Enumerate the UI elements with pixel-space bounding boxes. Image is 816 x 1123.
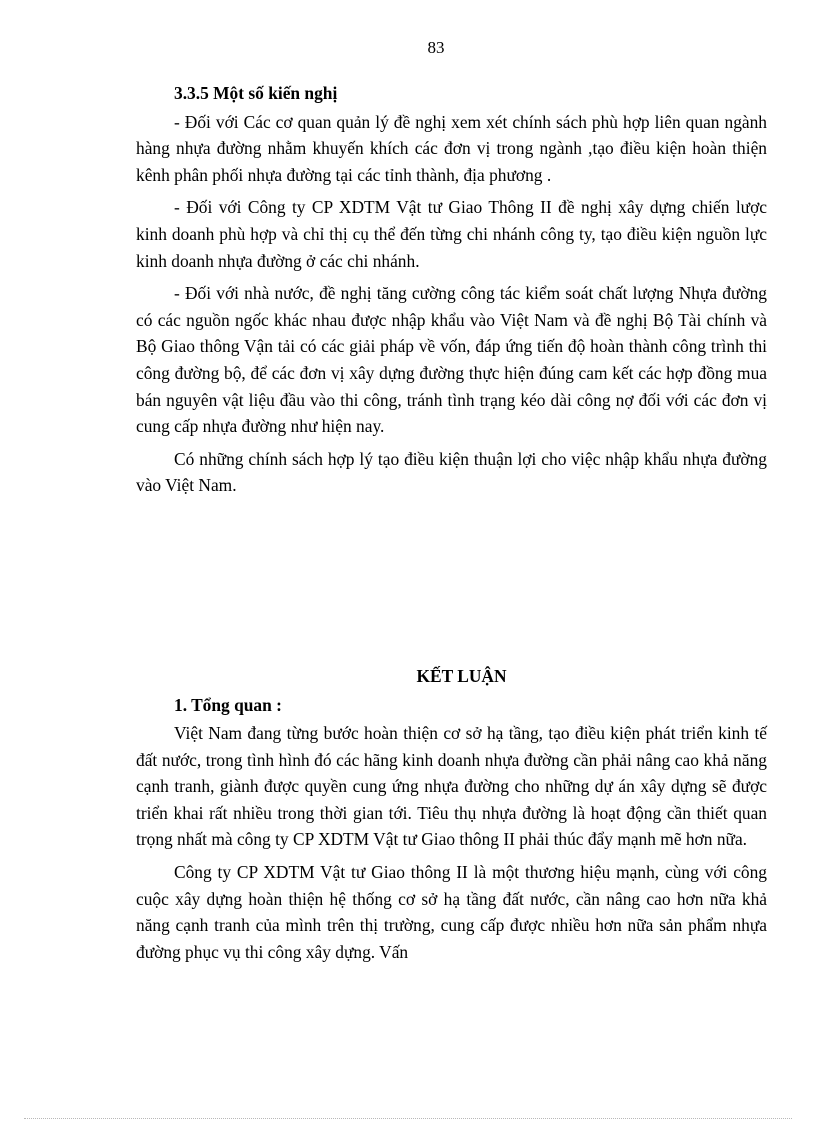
document-body — [136, 80, 767, 971]
conclusion-paragraph: Công ty CP XDTM Vật tư Giao thông II là một thương hiệu mạnh, cùng với công cuộc xây dựng hoàn thiện hệ thống cơ sở hạ tầng đất nước, cần nâng cao hơn nữa khả năng cạnh tranh của mình trên thị trường, cung cấp được nhiều hơn nữa sản phẩm nhựa đường phục vụ thi công xây dựng. Vấn — [136, 862, 767, 962]
conclusion-subheading: 1. Tổng quan : — [174, 694, 282, 715]
section-heading: 3.3.5 Một số kiến nghị — [174, 83, 338, 103]
recommendation-paragraph: - Đối với nhà nước, đề nghị tăng cường công tác kiểm soát chất lượng Nhựa đường có các nguồn ngốc khác nhau được nhập khẩu vào Việt Nam và đề nghị Bộ Tài chính và Bộ Giao thông Vận tải có các giải pháp về vốn, đáp ứng tiến độ hoàn thành công trình thi công đường bộ, để các đơn vị xây dựng đường thực hiện đúng cam kết các hợp đồng mua bán nguyên vật liệu đầu vào thi công, tránh tình trạng kéo dài công nợ đối với các đơn vị cung cấp nhựa đường như hiện nay. — [136, 283, 767, 437]
section-gap — [136, 505, 767, 663]
page-number: 83 — [427, 38, 445, 57]
conclusion-title: KẾT LUẬN — [416, 665, 507, 686]
page-bottom-rule — [24, 1118, 792, 1119]
recommendation-paragraph: - Đối với Các cơ quan quản lý đề nghị xem xét chính sách phù hợp liên quan ngành hàng nhựa đường nhằm khuyến khích các đơn vị trong ngành ,tạo điều kiện hoàn thiện kênh phân phối nhựa đường tại các tỉnh thành, địa phương . — [136, 111, 767, 185]
recommendation-paragraph: Có những chính sách hợp lý tạo điều kiện thuận lợi cho việc nhập khẩu nhựa đường vào Việt Nam. — [136, 448, 767, 496]
conclusion-paragraph: Việt Nam đang từng bước hoàn thiện cơ sở hạ tầng, tạo điều kiện phát triển kinh tế đất nước, trong tình hình đó các hãng kinh doanh nhựa đường cần phải nâng cao khả năng cạnh tranh, giành được quyền cung ứng nhựa đường cho những dự án xây dựng sẽ được triển khai rất nhiều trong thời gian tới. Tiêu thụ nhựa đường là hoạt động cần thiết quan trọng nhất mà công ty CP XDTM Vật tư Giao thông II phải thúc đẩy mạnh mẽ hơn nữa. — [136, 723, 767, 850]
recommendation-paragraph: - Đối với Công ty CP XDTM Vật tư Giao Thông II đề nghị xây dựng chiến lược kinh doanh phù hợp và chỉ thị cụ thể đến từng chi nhánh công ty, tạo điều kiện nguồn lực kinh doanh nhựa đường ở các chi nhánh. — [136, 197, 767, 271]
